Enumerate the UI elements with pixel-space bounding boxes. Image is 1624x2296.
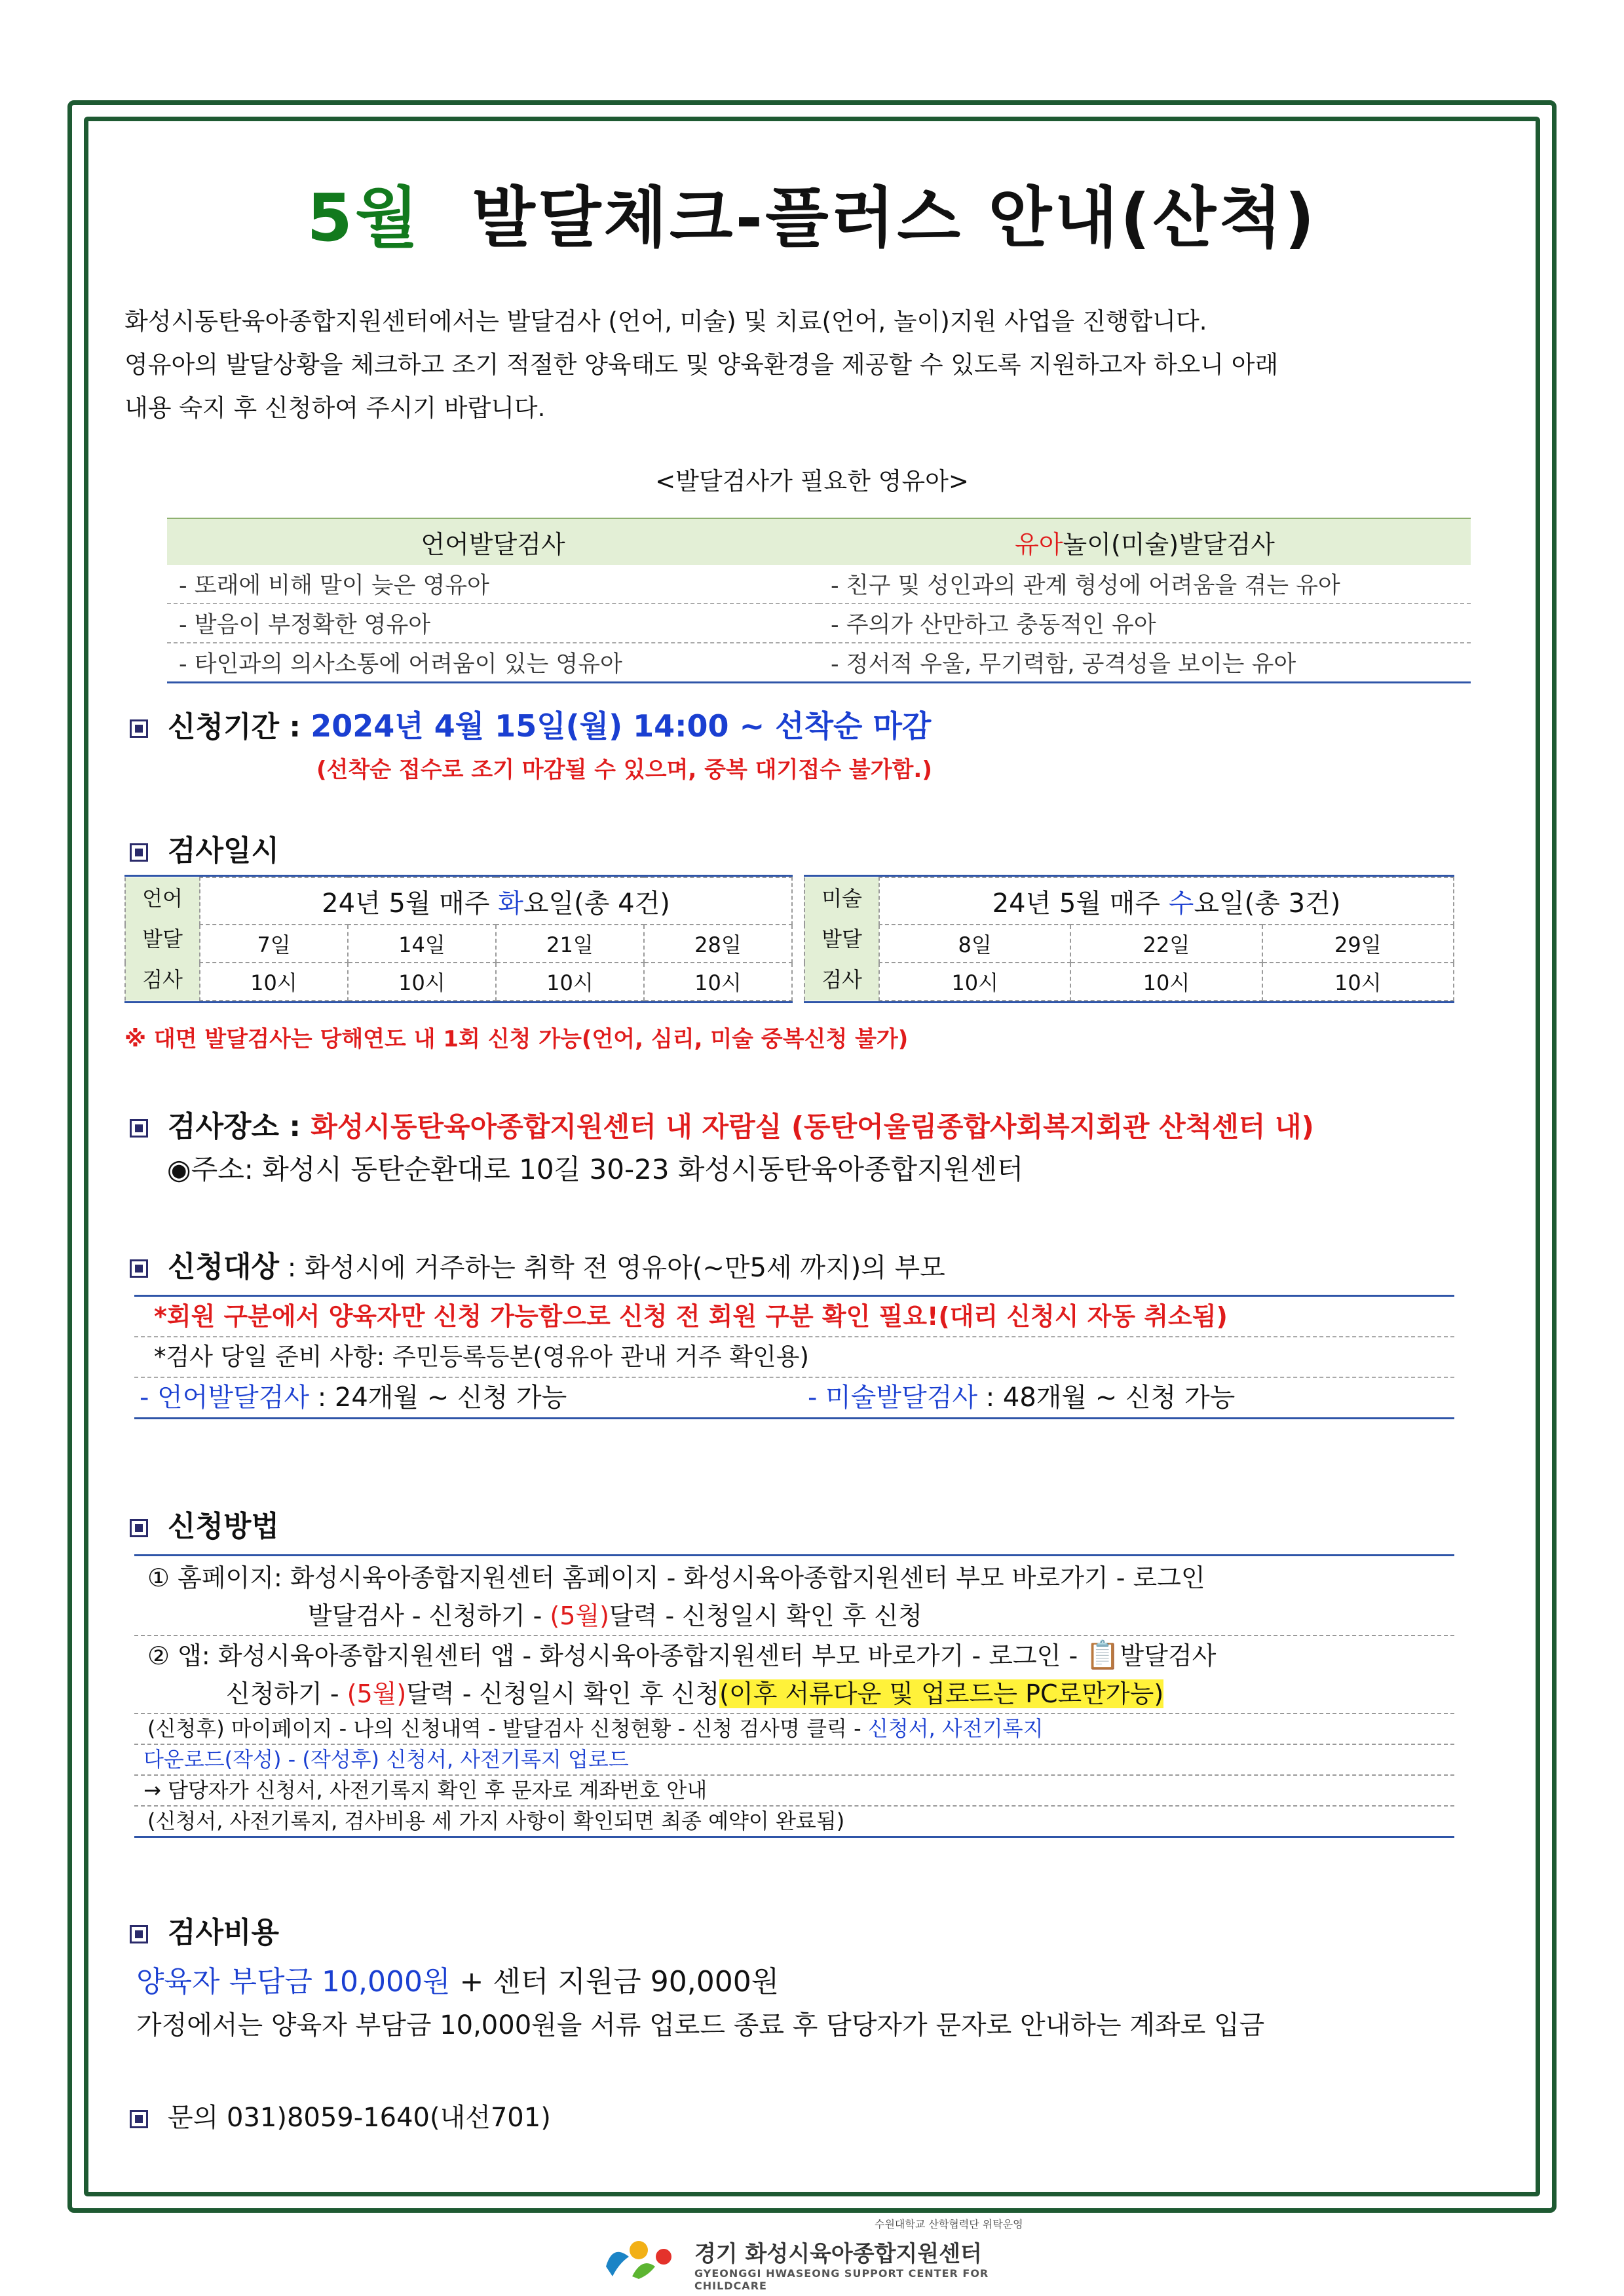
need-heading: <발달검사가 필요한 영유아>	[655, 467, 969, 495]
footer-logo	[599, 2216, 1058, 2292]
art-schedule	[804, 875, 1454, 1003]
art-side-label: 미술 발달 검사	[804, 877, 879, 1001]
art-schedule-header: 24년 5월 매주 수요일(총 3건)	[879, 877, 1454, 925]
square-bullet-icon	[130, 843, 148, 862]
target-box	[134, 1295, 1454, 1419]
center-logo-icon	[599, 2230, 685, 2283]
schedule-section: 검사일시	[130, 827, 279, 869]
dev-col1-header: 언어발달검사	[167, 518, 819, 565]
period-section: 신청기간 : 2024년 4월 15일(월) 14:00 ~ 선착순 마감	[130, 702, 931, 746]
cost-section: 검사비용	[130, 1909, 279, 1951]
cost-description: 가정에서는 양육자 부담금 10,000원을 서류 업로드 종료 후 담당자가 문자로 안내하는 계좌로 입금	[136, 2010, 1265, 2040]
date-cell: 8일	[879, 925, 1070, 963]
address: ◉주소: 화성시 동탄순환대로 10길 30-23 화성시동탄육아종합지원센터	[167, 1153, 1024, 1185]
contact: 문의 031)8059-1640(내선701)	[130, 2097, 551, 2134]
square-bullet-icon	[130, 1925, 148, 1943]
place-section: 검사장소 : 화성시동탄육아종합지원센터 내 자람실 (동탄어울림종합사회복지회관 산척센터 내)	[130, 1103, 1314, 1145]
footer-sub: 수원대학교 산학협력단 위탁운영	[875, 2218, 1023, 2230]
square-bullet-icon	[130, 2110, 148, 2128]
after-line4: (신청서, 사전기록지, 검사비용 세 가지 사항이 확인되면 최종 예약이 완료됨)	[147, 1808, 845, 1833]
square-bullet-icon	[130, 1119, 148, 1138]
member-warning: *회원 구분에서 양육자만 신청 가능함으로 신청 전 회원 구분 확인 필요!(대리 신청시 자동 취소됨)	[134, 1297, 1454, 1337]
dev-cell: - 타인과의 의사소통에 어려움이 있는 영유아	[167, 643, 819, 683]
after-line2: 다운로드(작성) - (작성후) 신청서, 사전기록지 업로드	[134, 1745, 1454, 1776]
time-cell: 10시	[1262, 963, 1454, 1001]
page-title: 5월 발달체크-플러스 안내(산척)	[307, 180, 1317, 256]
homepage-line1: ① 홈페이지: 화성시육아종합지원센터 홈페이지 - 화성시육아종합지원센터 부모 바로가기 - 로그인	[147, 1563, 1205, 1592]
time-cell: 10시	[1070, 963, 1262, 1001]
cost-summary: 양육자 부담금 10,000원 + 센터 지원금 90,000원	[136, 1965, 780, 1999]
schedule-note: ※ 대면 발달검사는 당해연도 내 1회 신청 가능(언어, 심리, 미술 중복신청 불가)	[124, 1026, 909, 1052]
app-line2: 신청하기 - (5월)달력 - 신청일시 확인 후 신청(이후 서류다운 및 업로드는 PC로만가능)	[134, 1675, 1454, 1714]
dev-col2-header: 유아놀이(미술)발달검사	[819, 518, 1471, 565]
footer-name: 경기 화성시육아종합지원센터	[694, 2241, 982, 2267]
dev-cell: - 주의가 산만하고 충동적인 유아	[819, 603, 1471, 643]
dev-cell: - 친구 및 성인과의 관계 형성에 어려움을 겪는 유아	[819, 565, 1471, 603]
language-side-label: 언어 발달 검사	[125, 877, 200, 1001]
time-cell: 10시	[200, 963, 348, 1001]
date-cell: 28일	[644, 925, 792, 963]
after-line1: (신청후) 마이페이지 - 나의 신청내역 - 발달검사 신청현황 - 신청 검사명 클릭 - 신청서, 사전기록지	[134, 1714, 1454, 1745]
dev-cell: - 또래에 비해 말이 늦은 영유아	[167, 565, 819, 603]
intro-text: 화성시동탄육아종합지원센터에서는 발달검사 (언어, 미술) 및 치료(언어, 놀이)지원 사업을 진행합니다. 영유아의 발달상황을 체크하고 조기 적절한 양육태도 및 양육환경을 제공할 수 있도록 지원하고자 하오니 아래 내용 숙지 후 신청하여 주시기 바랍니다.	[124, 307, 1279, 422]
time-cell: 10시	[879, 963, 1070, 1001]
period-note: (선착순 접수로 조기 마감될 수 있으며, 중복 대기접수 불가함.)	[316, 757, 932, 783]
footer-eng: GYEONGGI HWASEONG SUPPORT CENTER FOR CHILDCARE	[694, 2267, 989, 2292]
prep-note: *검사 당일 준비 사항: 주민등록등본(영유아 관내 거주 확인용)	[134, 1337, 1454, 1378]
method-section: 신청방법	[130, 1502, 279, 1544]
method-box	[134, 1554, 1454, 1838]
square-bullet-icon	[130, 1259, 148, 1278]
target-section: 신청대상 : 화성시에 거주하는 취학 전 영유아(~만5세 까지)의 부모	[130, 1243, 945, 1285]
age-row: - 언어발달검사 : 24개월 ~ 신청 가능 - 미술발달검사 : 48개월 ~ 신청 가능	[140, 1383, 1236, 1413]
homepage-line2: 발달검사 - 신청하기 - (5월)달력 - 신청일시 확인 후 신청	[134, 1597, 1454, 1636]
language-schedule-header: 24년 5월 매주 화요일(총 4건)	[200, 877, 792, 925]
time-cell: 10시	[644, 963, 792, 1001]
dev-cell: - 발음이 부정확한 영유아	[167, 603, 819, 643]
language-schedule	[124, 875, 793, 1003]
date-cell: 22일	[1070, 925, 1262, 963]
date-cell: 14일	[348, 925, 496, 963]
date-cell: 29일	[1262, 925, 1454, 963]
development-table	[167, 518, 1471, 683]
app-line1: ② 앱: 화성시육아종합지원센터 앱 - 화성시육아종합지원센터 부모 바로가기 - 로그인 - 📋발달검사	[147, 1639, 1217, 1671]
dev-cell: - 정서적 우울, 무기력함, 공격성을 보이는 유아	[819, 643, 1471, 683]
time-cell: 10시	[496, 963, 644, 1001]
time-cell: 10시	[348, 963, 496, 1001]
after-line3: → 담당자가 신청서, 사전기록지 확인 후 문자로 계좌번호 안내	[134, 1776, 1454, 1807]
date-cell: 21일	[496, 925, 644, 963]
date-cell: 7일	[200, 925, 348, 963]
clipboard-icon: 📋	[1086, 1639, 1120, 1671]
square-bullet-icon	[130, 719, 148, 738]
square-bullet-icon	[130, 1519, 148, 1537]
